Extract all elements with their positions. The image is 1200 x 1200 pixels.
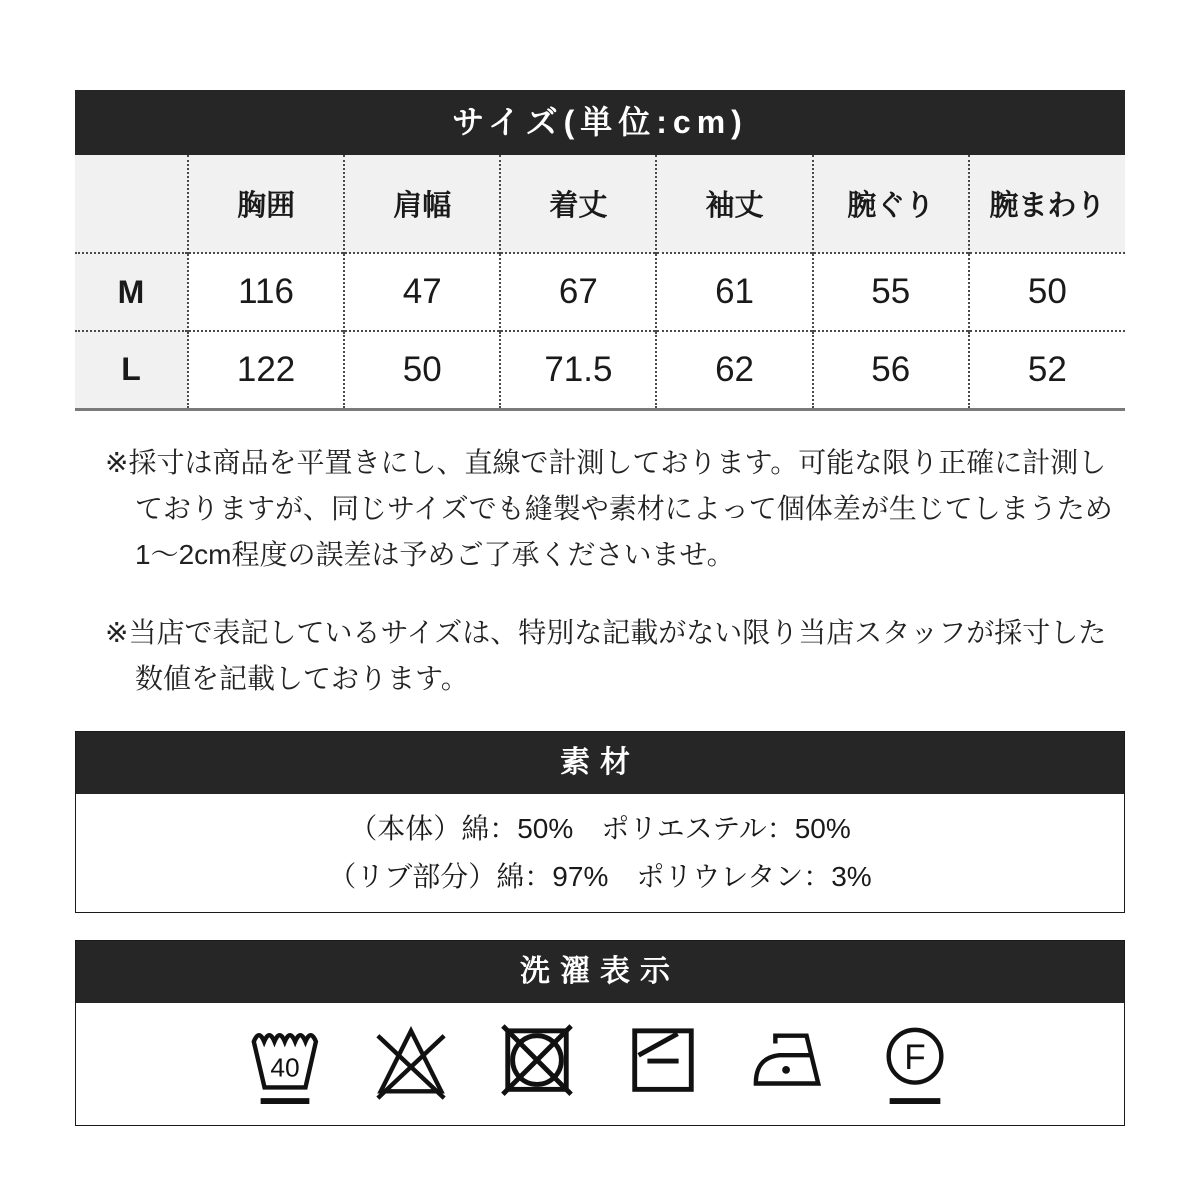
material-line-body: （本体）綿：50% ポリエステル：50%	[349, 812, 851, 844]
size-table-header-row	[75, 155, 1125, 253]
cell-l-armhole: 56	[813, 331, 969, 409]
dry-clean-F-gentle-icon	[876, 1019, 954, 1109]
size-section-header	[75, 90, 1125, 155]
no-bleach-icon	[372, 1019, 450, 1109]
laundry-section-header	[76, 941, 1124, 1003]
col-header-arm-circumference: 腕まわり	[969, 155, 1125, 253]
cell-m-arm-circumference: 50	[969, 253, 1125, 331]
size-table-corner-cell	[75, 155, 188, 253]
cell-m-armhole: 55	[813, 253, 969, 331]
col-header-chest: 胸囲	[188, 155, 344, 253]
laundry-section-title: 洗濯表示	[520, 954, 680, 988]
svg-text:F: F	[904, 1037, 926, 1077]
iron-low-temp-icon	[750, 1019, 828, 1109]
material-section-title: 素材	[560, 745, 640, 779]
cell-l-length: 71.5	[500, 331, 656, 409]
dry-flat-in-shade-icon	[624, 1019, 702, 1109]
note-line: 1〜2cm程度の誤差は予めご了承くださいませ。	[135, 538, 735, 570]
size-table	[75, 155, 1125, 411]
no-tumble-dry-icon	[498, 1019, 576, 1109]
cell-m-chest: 116	[188, 253, 344, 331]
laundry-section	[75, 940, 1125, 1126]
col-header-sleeve: 袖丈	[656, 155, 812, 253]
material-line-rib: （リブ部分）綿：97% ポリウレタン：3%	[328, 860, 872, 892]
laundry-icons-row	[76, 1003, 1124, 1125]
material-body	[76, 794, 1124, 912]
cell-m-length: 67	[500, 253, 656, 331]
note-line: ※採寸は商品を平置きにし、直線で計測しております。可能な限り正確に計測し	[105, 446, 1107, 478]
note-line: ておりますが、同じサイズでも縫製や素材によって個体差が生じてしまうため	[135, 492, 1113, 524]
material-section	[75, 731, 1125, 913]
table-row-size-l	[75, 331, 1125, 409]
note-line: 数値を記載しております。	[135, 662, 469, 694]
note-line: ※当店で表記しているサイズは、特別な記載がない限り当店スタッフが採寸した	[105, 616, 1107, 648]
col-header-armhole: 腕ぐり	[813, 155, 969, 253]
cell-l-arm-circumference: 52	[969, 331, 1125, 409]
row-label-l: L	[75, 331, 188, 409]
material-section-header	[76, 732, 1124, 794]
measurement-note	[75, 440, 1125, 578]
sizing-policy-note	[75, 610, 1125, 702]
cell-l-chest: 122	[188, 331, 344, 409]
cell-l-sleeve: 62	[656, 331, 812, 409]
table-row-size-m	[75, 253, 1125, 331]
wash-tub-40-gentle-icon	[246, 1019, 324, 1109]
cell-l-shoulder: 50	[344, 331, 500, 409]
size-section-title: サイズ(単位:cm)	[452, 104, 748, 140]
svg-text:40: 40	[270, 1052, 300, 1083]
row-label-m: M	[75, 253, 188, 331]
col-header-shoulder: 肩幅	[344, 155, 500, 253]
col-header-length: 着丈	[500, 155, 656, 253]
cell-m-shoulder: 47	[344, 253, 500, 331]
cell-m-sleeve: 61	[656, 253, 812, 331]
